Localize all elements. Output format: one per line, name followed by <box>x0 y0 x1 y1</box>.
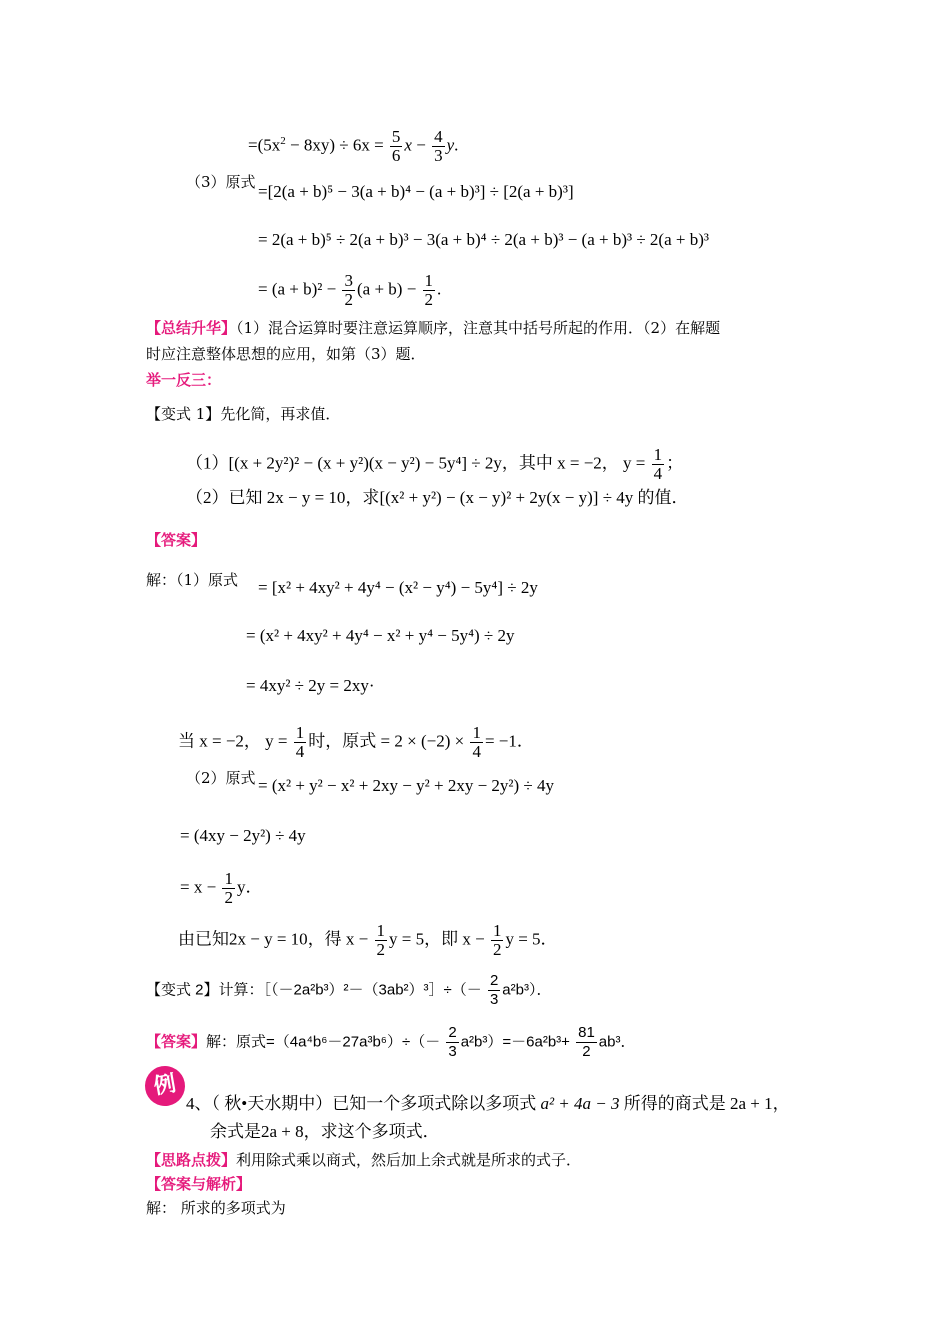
equation-line: = 2(a + b)⁵ ÷ 2(a + b)³ − 3(a + b)⁴ ÷ 2(a + b)³ − (a + b)³ ÷ 2(a + b)³ <box>258 230 709 249</box>
equation-line: = (x² + y² − x² + 2xy − y² + 2xy − 2y²) ÷ 4y <box>258 776 554 795</box>
variant-2: 【变式 2】计算：［（－2a²b³）²－（3ab²）³］÷（－ $\frac{2}{3}$ a²b³）． <box>146 972 552 1008</box>
equation-line: = (x² + 4xy² + 4y⁴ − x² + y⁴ − 5y⁴) ÷ 2y <box>246 626 515 645</box>
summary-cont: 时应注意整体思想的应用，如第（3）题． <box>146 345 426 363</box>
variant-1-q2: （2）已知 2x − y = 10，求[(x² + y²) − (x − y)² + 2y(x − y)] ÷ 4y 的值． <box>186 488 689 507</box>
solution-1-label: 解：（1）原式 <box>146 571 239 589</box>
part-3-label: （3）原式 <box>186 173 256 191</box>
solution-2-label: （2）原式 <box>186 769 256 787</box>
final-line: 解： 所求的多项式为 <box>146 1199 286 1217</box>
equation-line: =[2(a + b)⁵ − 3(a + b)⁴ − (a + b)³] ÷ [2(a + b)³] <box>258 182 574 201</box>
variant-1-q1: （1）[(x + 2y²)² − (x + y²)(x − y²) − 5y⁴] ÷ 2y，其中 x = −2， y = $\frac{1}{4}$ ； <box>186 445 684 483</box>
summary-tag: 【总结升华】 <box>146 319 237 337</box>
summary: 【总结升华】（1）混合运算时要注意运算顺序，注意其中括号所起的作用．（2）在解题 <box>146 319 721 337</box>
equation-line: = [x² + 4xy² + 4y⁴ − (x² − y⁴) − 5y⁴] ÷ 2y <box>258 578 538 597</box>
variant-1: 【变式 1】先化简，再求值． <box>146 405 341 423</box>
example-4: 4、（ 秋•天水期中）已知一个多项式除以多项式 a² + 4a − 3 所得的商式是 2a + 1， <box>186 1094 790 1113</box>
answer-tag: 【答案】 <box>146 531 207 549</box>
answer-analysis-tag: 【答案与解析】 <box>146 1175 252 1193</box>
juyi-heading: 举一反三： <box>146 371 222 389</box>
hint: 【思路点拨】利用除式乘以商式，然后加上余式就是所求的式子． <box>146 1151 582 1169</box>
equation-line: = (4xy − 2y²) ÷ 4y <box>180 826 306 845</box>
variant-2-answer: 【答案】解：原式=（4a⁴b⁶－27a³b⁶）÷（－ $\frac{2}{3}$ a²b³）=－6a²b³+ $\frac{81}{2}$ ab³． <box>146 1024 636 1060</box>
equation-line: = 4xy² ÷ 2y = 2xy· <box>246 676 375 695</box>
equation-line: $=(5x^2 - 8xy) \div 6x$ = $\frac{5}{6}$ x − $\frac{4}{3}$ y. <box>248 127 459 165</box>
equation-line: = (a + b)² − $\frac{3}{2}$ (a + b) − $\frac{1}{2}$ . <box>258 271 442 309</box>
example-4-cont: 余式是2a + 8，求这个多项式． <box>210 1122 440 1141</box>
equation-line: = x − $\frac{1}{2}$ y． <box>180 869 263 907</box>
example-badge-icon: 例 <box>142 1063 188 1109</box>
equation-line: 由已知2x − y = 10，得 x − $\frac{1}{2}$ y = 5，即 x − $\frac{1}{2}$ y = 5． <box>178 921 558 959</box>
equation-line: 当 x = −2， y = $\frac{1}{4}$ 时，原式 = 2 × (−2) × $\frac{1}{4}$ = −1． <box>178 723 534 761</box>
